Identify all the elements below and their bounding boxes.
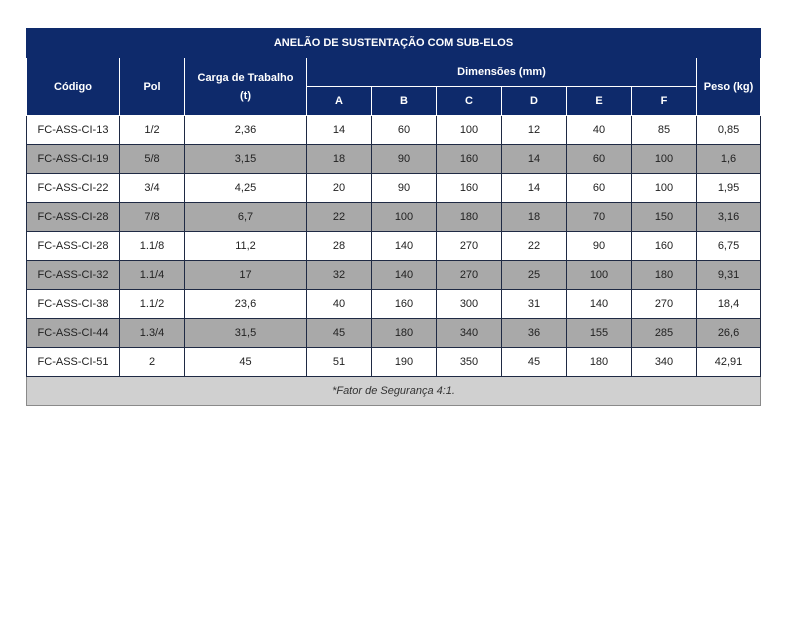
cell-pol: 1/2 xyxy=(120,116,185,145)
cell-dim-c: 300 xyxy=(437,290,502,319)
cell-peso: 1,95 xyxy=(697,174,761,203)
cell-peso: 1,6 xyxy=(697,145,761,174)
cell-dim-b: 140 xyxy=(372,232,437,261)
cell-dim-e: 100 xyxy=(567,261,632,290)
table-title: ANELÃO DE SUSTENTAÇÃO COM SUB-ELOS xyxy=(27,29,761,58)
cell-dim-c: 180 xyxy=(437,203,502,232)
header-peso: Peso (kg) xyxy=(697,58,761,116)
table-row xyxy=(27,174,761,203)
cell-peso: 6,75 xyxy=(697,232,761,261)
cell-carga: 11,2 xyxy=(185,232,307,261)
cell-dim-e: 155 xyxy=(567,319,632,348)
cell-dim-a: 28 xyxy=(307,232,372,261)
cell-codigo: FC-ASS-CI-28 xyxy=(27,232,120,261)
cell-dim-e: 90 xyxy=(567,232,632,261)
cell-dim-d: 25 xyxy=(502,261,567,290)
cell-pol: 5/8 xyxy=(120,145,185,174)
footnote: *Fator de Segurança 4:1. xyxy=(27,377,761,406)
cell-carga: 4,25 xyxy=(185,174,307,203)
cell-dim-d: 14 xyxy=(502,174,567,203)
spec-table-container xyxy=(26,28,760,406)
cell-pol: 1.1/2 xyxy=(120,290,185,319)
table-row xyxy=(27,319,761,348)
cell-pol: 2 xyxy=(120,348,185,377)
table-row xyxy=(27,145,761,174)
header-dim-e: E xyxy=(567,87,632,116)
cell-peso: 42,91 xyxy=(697,348,761,377)
cell-carga: 31,5 xyxy=(185,319,307,348)
cell-dim-f: 85 xyxy=(632,116,697,145)
header-carga xyxy=(185,58,307,116)
table-body xyxy=(27,116,761,377)
header-dim-a: A xyxy=(307,87,372,116)
cell-dim-c: 340 xyxy=(437,319,502,348)
cell-pol: 1.1/4 xyxy=(120,261,185,290)
cell-dim-a: 20 xyxy=(307,174,372,203)
header-dimensoes: Dimensões (mm) xyxy=(307,58,697,87)
cell-dim-c: 270 xyxy=(437,261,502,290)
cell-dim-d: 36 xyxy=(502,319,567,348)
cell-carga: 23,6 xyxy=(185,290,307,319)
cell-dim-c: 350 xyxy=(437,348,502,377)
cell-dim-a: 22 xyxy=(307,203,372,232)
header-carga-label: Carga de Trabalho xyxy=(197,71,294,84)
cell-codigo: FC-ASS-CI-32 xyxy=(27,261,120,290)
cell-dim-c: 270 xyxy=(437,232,502,261)
cell-dim-e: 60 xyxy=(567,174,632,203)
table-row xyxy=(27,261,761,290)
cell-peso: 0,85 xyxy=(697,116,761,145)
cell-dim-d: 45 xyxy=(502,348,567,377)
table-row xyxy=(27,348,761,377)
cell-peso: 26,6 xyxy=(697,319,761,348)
cell-dim-b: 190 xyxy=(372,348,437,377)
table-row xyxy=(27,232,761,261)
table-row xyxy=(27,116,761,145)
header-dim-c: C xyxy=(437,87,502,116)
spec-table xyxy=(26,28,761,406)
cell-dim-f: 270 xyxy=(632,290,697,319)
cell-carga: 17 xyxy=(185,261,307,290)
cell-dim-b: 90 xyxy=(372,145,437,174)
cell-codigo: FC-ASS-CI-44 xyxy=(27,319,120,348)
cell-peso: 3,16 xyxy=(697,203,761,232)
cell-codigo: FC-ASS-CI-28 xyxy=(27,203,120,232)
cell-dim-d: 31 xyxy=(502,290,567,319)
cell-dim-a: 45 xyxy=(307,319,372,348)
cell-dim-f: 150 xyxy=(632,203,697,232)
cell-codigo: FC-ASS-CI-13 xyxy=(27,116,120,145)
cell-dim-b: 180 xyxy=(372,319,437,348)
cell-dim-d: 12 xyxy=(502,116,567,145)
cell-pol: 1.1/8 xyxy=(120,232,185,261)
cell-dim-f: 160 xyxy=(632,232,697,261)
cell-dim-f: 285 xyxy=(632,319,697,348)
table-header xyxy=(27,29,761,116)
cell-dim-c: 100 xyxy=(437,116,502,145)
cell-dim-d: 14 xyxy=(502,145,567,174)
cell-dim-b: 160 xyxy=(372,290,437,319)
cell-carga: 3,15 xyxy=(185,145,307,174)
cell-codigo: FC-ASS-CI-38 xyxy=(27,290,120,319)
cell-dim-e: 70 xyxy=(567,203,632,232)
header-carga-unit: (t) xyxy=(240,89,251,102)
cell-dim-a: 40 xyxy=(307,290,372,319)
cell-pol: 3/4 xyxy=(120,174,185,203)
table-row xyxy=(27,290,761,319)
header-dim-b: B xyxy=(372,87,437,116)
cell-carga: 2,36 xyxy=(185,116,307,145)
cell-dim-d: 22 xyxy=(502,232,567,261)
cell-dim-a: 14 xyxy=(307,116,372,145)
cell-peso: 9,31 xyxy=(697,261,761,290)
cell-dim-a: 51 xyxy=(307,348,372,377)
table-row xyxy=(27,203,761,232)
header-pol: Pol xyxy=(120,58,185,116)
cell-carga: 6,7 xyxy=(185,203,307,232)
header-dim-d: D xyxy=(502,87,567,116)
cell-codigo: FC-ASS-CI-51 xyxy=(27,348,120,377)
cell-codigo: FC-ASS-CI-22 xyxy=(27,174,120,203)
cell-dim-f: 180 xyxy=(632,261,697,290)
cell-carga: 45 xyxy=(185,348,307,377)
cell-dim-b: 140 xyxy=(372,261,437,290)
cell-dim-e: 40 xyxy=(567,116,632,145)
cell-dim-e: 60 xyxy=(567,145,632,174)
cell-pol: 1.3/4 xyxy=(120,319,185,348)
cell-peso: 18,4 xyxy=(697,290,761,319)
header-dim-f: F xyxy=(632,87,697,116)
cell-dim-d: 18 xyxy=(502,203,567,232)
cell-dim-c: 160 xyxy=(437,145,502,174)
cell-dim-f: 100 xyxy=(632,174,697,203)
cell-codigo: FC-ASS-CI-19 xyxy=(27,145,120,174)
cell-dim-f: 100 xyxy=(632,145,697,174)
cell-dim-a: 32 xyxy=(307,261,372,290)
cell-dim-a: 18 xyxy=(307,145,372,174)
header-codigo: Código xyxy=(27,58,120,116)
cell-dim-f: 340 xyxy=(632,348,697,377)
cell-dim-b: 60 xyxy=(372,116,437,145)
cell-dim-b: 100 xyxy=(372,203,437,232)
cell-dim-b: 90 xyxy=(372,174,437,203)
cell-dim-c: 160 xyxy=(437,174,502,203)
cell-dim-e: 140 xyxy=(567,290,632,319)
cell-pol: 7/8 xyxy=(120,203,185,232)
cell-dim-e: 180 xyxy=(567,348,632,377)
